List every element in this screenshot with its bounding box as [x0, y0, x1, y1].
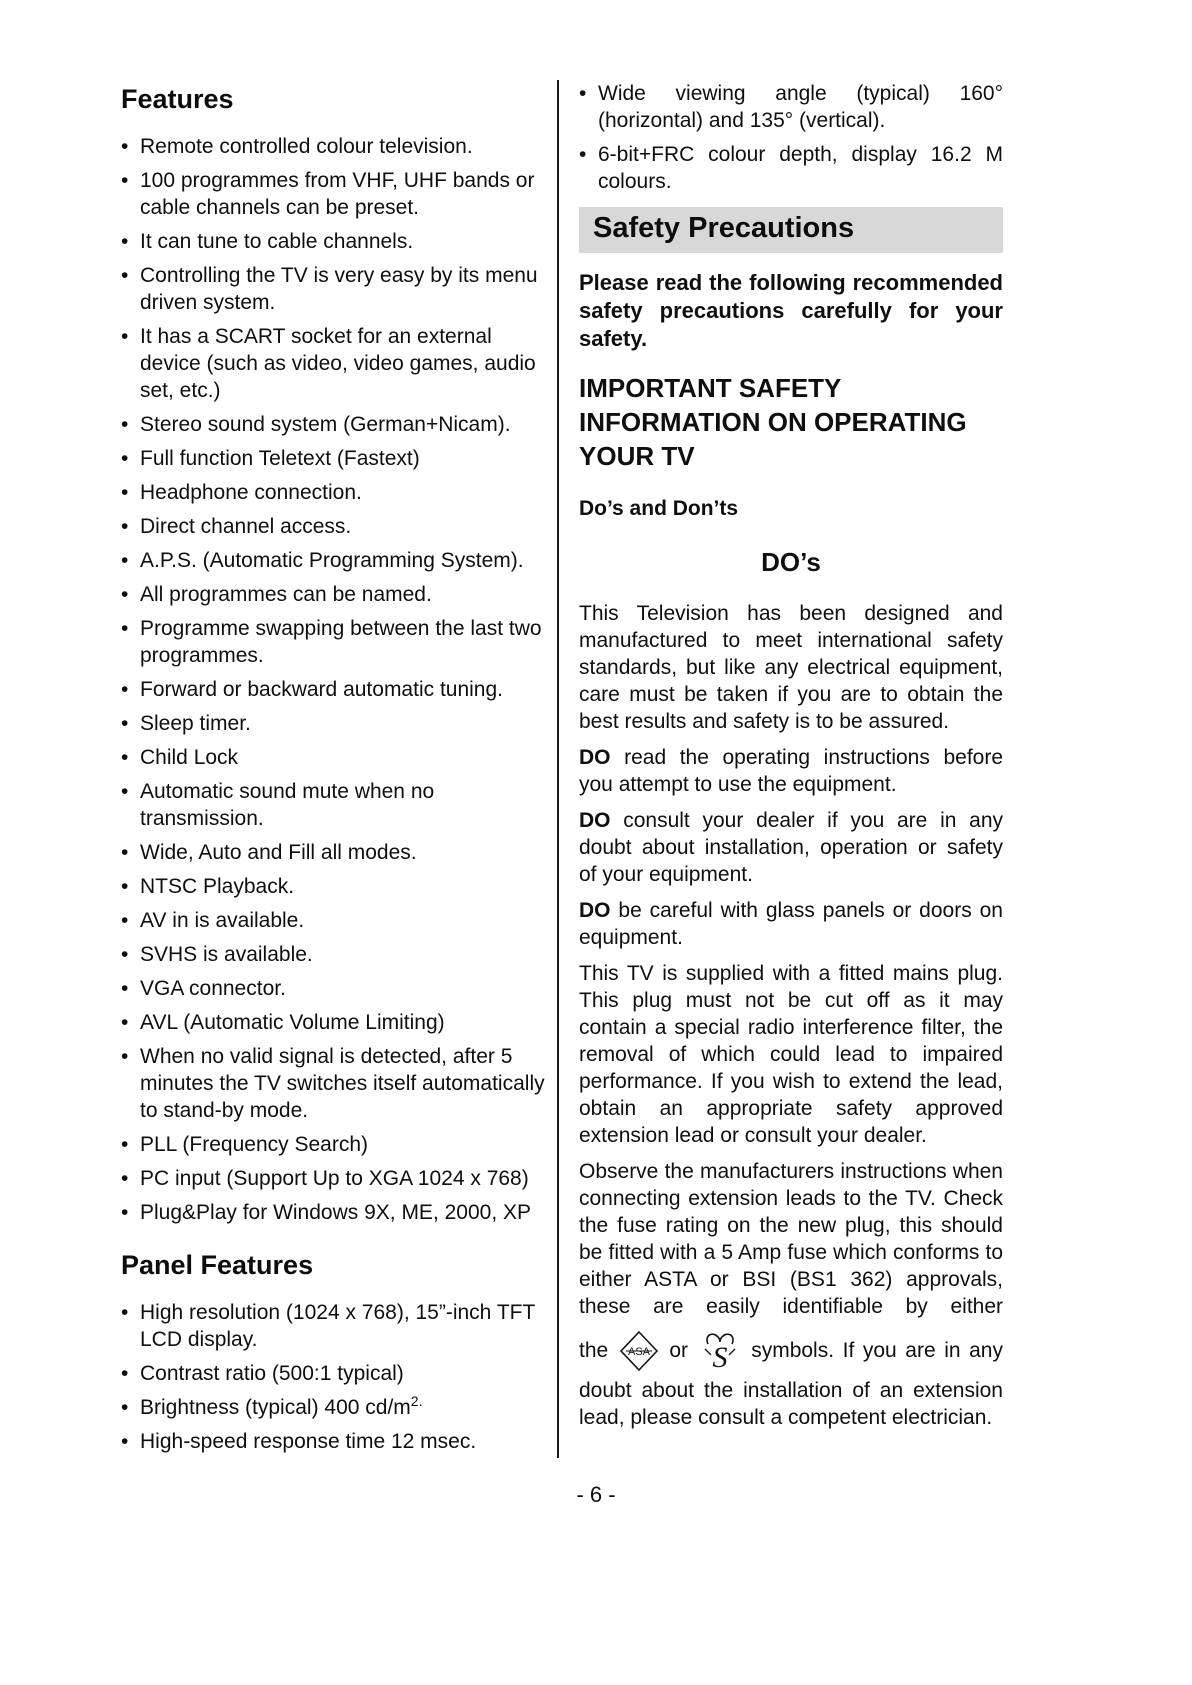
- bullet-marker: •: [121, 780, 129, 803]
- do-text: be careful with glass panels or doors on equipment.: [579, 899, 1003, 949]
- list-item-text: VGA connector.: [140, 977, 286, 1000]
- bullet-marker: •: [121, 549, 129, 572]
- list-item-text: PLL (Frequency Search): [140, 1133, 368, 1156]
- list-item: [121, 676, 549, 703]
- list-item-text: When no valid signal is detected, after 5 minutes the TV switches itself automatically to stand-by mode.: [140, 1045, 545, 1122]
- paragraph: This Television has been designed and manufactured to meet international safety standards, but like any electrical equipment, care must be taken if you are to obtain the best results and safety is to be assured.: [579, 602, 1003, 733]
- bullet-marker: •: [121, 1362, 129, 1385]
- list-item: [121, 975, 549, 1002]
- list-item-text: Brightness (typical) 400 cd/m: [140, 1396, 411, 1419]
- list-item: [121, 710, 549, 737]
- paragraph: This TV is supplied with a fitted mains plug. This plug must not be cut off as it may contain a special radio interference filter, the removal of which could lead to impaired performance. If you wish to extend the lead, obtain an appropriate safety approved extension lead or consult your dealer.: [579, 962, 1003, 1147]
- bullet-marker: •: [121, 617, 129, 640]
- list-item: [121, 941, 549, 968]
- bullet-marker: •: [121, 1133, 129, 1156]
- bullet-marker: •: [121, 1301, 129, 1324]
- display-specs-list: [579, 80, 1003, 195]
- list-item-text: AVL (Automatic Volume Limiting): [140, 1011, 445, 1034]
- bullet-marker: •: [121, 841, 129, 864]
- do-text: read the operating instructions before you attempt to use the equipment.: [579, 746, 1003, 796]
- bullet-marker: •: [121, 1430, 129, 1453]
- list-item-text: PC input (Support Up to XGA 1024 x 768): [140, 1167, 529, 1190]
- bullet-marker: •: [121, 746, 129, 769]
- list-item: [121, 479, 549, 506]
- list-item-text: Full function Teletext (Fastext): [140, 447, 420, 470]
- left-column: [121, 80, 549, 1462]
- list-item: [121, 1131, 549, 1158]
- list-item-text: Controlling the TV is very easy by its menu driven system.: [140, 264, 538, 314]
- list-item: [121, 1043, 549, 1124]
- list-item: [121, 1009, 549, 1036]
- list-item-text: Automatic sound mute when no transmission.: [140, 780, 435, 830]
- list-item-text: 6-bit+FRC colour depth, display 16.2 M colours.: [598, 143, 1003, 193]
- list-item-text: Remote controlled colour television.: [140, 135, 473, 158]
- list-item: [121, 323, 549, 404]
- do-lead: DO: [579, 809, 611, 832]
- bullet-marker: •: [121, 169, 129, 192]
- list-item-text: Direct channel access.: [140, 515, 352, 538]
- list-item-text: SVHS is available.: [140, 943, 313, 966]
- paragraph: Observe the manufacturers instructions when connecting extension leads to the TV. Check the fuse rating on the new plug, this should be fitted with a 5 Amp fuse which conforms to either ASTA or BSI (BS1 362) approvals, these are easily identifiable by either: [579, 1160, 1003, 1318]
- safety-precautions-heading: Safety Precautions: [579, 207, 1003, 253]
- list-item-text: Programme swapping between the last two programmes.: [140, 617, 542, 667]
- list-item: [121, 907, 549, 934]
- paragraph: doubt about the installation of an extension lead, please consult a competent electrician.: [579, 1379, 1003, 1430]
- list-item: [579, 80, 1003, 134]
- features-heading: Features: [121, 84, 234, 114]
- list-item: [121, 1394, 549, 1421]
- bullet-marker: •: [121, 264, 129, 287]
- bullet-marker: •: [121, 1045, 129, 1068]
- do-text: consult your dealer if you are in any doubt about installation, operation or safety of your equipment.: [579, 809, 1003, 886]
- bullet-marker: •: [579, 82, 587, 105]
- bullet-marker: •: [121, 1201, 129, 1224]
- asta-diamond-symbol-icon: [619, 1330, 659, 1372]
- bullet-marker: •: [121, 447, 129, 470]
- list-item-text: Wide viewing angle (typical) 160° (horizontal) and 135° (vertical).: [598, 82, 1003, 132]
- bullet-marker: •: [121, 977, 129, 1000]
- do-lead: DO: [579, 746, 611, 769]
- list-item-text: It can tune to cable channels.: [140, 230, 414, 253]
- bullet-marker: •: [121, 1011, 129, 1034]
- list-item-text: A.P.S. (Automatic Programming System).: [140, 549, 524, 572]
- bullet-marker: •: [121, 325, 129, 348]
- bullet-marker: •: [121, 481, 129, 504]
- list-item: [121, 778, 549, 832]
- list-item-text: Sleep timer.: [140, 712, 251, 735]
- list-item-text: Headphone connection.: [140, 481, 362, 504]
- list-item: [121, 744, 549, 771]
- list-item-text: All programmes can be named.: [140, 583, 432, 606]
- list-item: [121, 581, 549, 608]
- svg-text:S: S: [712, 1341, 728, 1374]
- list-item: [121, 1360, 549, 1387]
- dos-heading: DO’s: [761, 547, 821, 577]
- features-list: [121, 133, 549, 1226]
- list-item-text: High resolution (1024 x 768), 15”-inch TFT LCD display.: [140, 1301, 535, 1351]
- list-item-text: Forward or backward automatic tuning.: [140, 678, 503, 701]
- column-divider-line: [557, 80, 559, 1458]
- list-item: [121, 445, 549, 472]
- do-lead: DO: [579, 899, 611, 922]
- list-item: [121, 615, 549, 669]
- list-item-text: It has a SCART socket for an external device (such as video, video games, audio set, etc.): [140, 325, 536, 402]
- bullet-marker: •: [121, 1167, 129, 1190]
- list-item: [121, 513, 549, 540]
- panel-features-heading: Panel Features: [121, 1250, 314, 1280]
- page-number: - 6 -: [576, 1482, 616, 1507]
- bullet-marker: •: [121, 1396, 129, 1419]
- bsi-kitemark-symbol-icon: [699, 1329, 741, 1373]
- bullet-marker: •: [579, 143, 587, 166]
- certification-symbols-line: [579, 1329, 1003, 1373]
- list-item: [121, 873, 549, 900]
- list-item-text: High-speed response time 12 msec.: [140, 1430, 477, 1453]
- bullet-marker: •: [121, 678, 129, 701]
- list-item-text: Stereo sound system (German+Nicam).: [140, 413, 511, 436]
- list-item-text: 100 programmes from VHF, UHF bands or cable channels can be preset.: [140, 169, 535, 219]
- list-item: [121, 167, 549, 221]
- bullet-marker: •: [121, 909, 129, 932]
- do-paragraph: [579, 807, 1003, 888]
- list-item-text: Plug&Play for Windows 9X, ME, 2000, XP: [140, 1201, 532, 1224]
- list-item: [121, 262, 549, 316]
- list-item: [121, 839, 549, 866]
- list-item: [121, 228, 549, 255]
- bullet-marker: •: [121, 230, 129, 253]
- bullet-marker: •: [121, 515, 129, 538]
- list-item: [121, 1165, 549, 1192]
- panel-features-list: [121, 1299, 549, 1455]
- bullet-marker: •: [121, 712, 129, 735]
- list-item: [121, 547, 549, 574]
- list-item-text: Child Lock: [140, 746, 239, 769]
- symbols-line-pre: the: [579, 1339, 609, 1362]
- do-paragraph: [579, 897, 1003, 951]
- do-paragraph: [579, 744, 1003, 798]
- important-safety-heading: IMPORTANT SAFETY INFORMATION ON OPERATING YOUR TV: [579, 373, 967, 471]
- list-item: [121, 133, 549, 160]
- bullet-marker: •: [121, 875, 129, 898]
- bullet-marker: •: [121, 943, 129, 966]
- right-column: [579, 80, 1003, 1440]
- list-item: [121, 1299, 549, 1353]
- bullet-marker: •: [121, 135, 129, 158]
- list-item-text: NTSC Playback.: [140, 875, 295, 898]
- list-item: [121, 1428, 549, 1455]
- safety-intro-paragraph: Please read the following recommended safety precautions carefully for your safety.: [579, 270, 1003, 351]
- symbols-line-post: symbols. If you are in any: [751, 1339, 1003, 1362]
- list-item: [579, 141, 1003, 195]
- list-item-text: Wide, Auto and Fill all modes.: [140, 841, 417, 864]
- list-item-text: Contrast ratio (500:1 typical): [140, 1362, 404, 1385]
- superscript-unit: 2.: [410, 1393, 423, 1409]
- bullet-marker: •: [121, 583, 129, 606]
- list-item: [121, 411, 549, 438]
- bullet-marker: •: [121, 413, 129, 436]
- svg-text:ASA: ASA: [627, 1346, 650, 1359]
- dos-and-donts-label: Do’s and Don’ts: [579, 497, 739, 520]
- list-item: [121, 1199, 549, 1226]
- list-item-text: AV in is available.: [140, 909, 305, 932]
- symbols-line-mid: or: [669, 1339, 689, 1362]
